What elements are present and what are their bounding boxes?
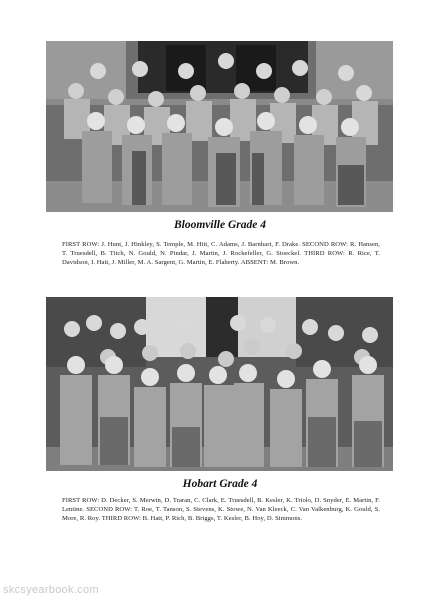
class-photo-bloomville <box>46 41 393 212</box>
student-names-list: FIRST ROW: D. Decker, S. Merwin, D. Traran, C. Clark, E. Truesdell, B. Kesler, K. Triolo, D. Snyder, E. Martin, F. Lentine. SECOND ROW: T. Roe, T. Tanson, S. Stevens, K. Stowe, N. Van Kleeck, C. Van Valkenburg, K. Gould, S. More, R. Roy. THIRD ROW: B. Hatt, P. Rich, B. Briggs, T. Kesler, B. Hoy, D. Simmons. <box>62 497 380 522</box>
site-watermark: skcsyearbook.com <box>3 584 99 596</box>
student-names-list: FIRST ROW: J. Hunt, J. Hinkley, S. Temple, M. Hitt, C. Adams, J. Barnhart, F. Drake. SECOND ROW: R. Hansen, T. Truesdell, B. Titch, N. Gould, N. Pindar, J. Martin, J. Rockefeller, G. Stoeckel. THIRD ROW: R. Rice, T. Davidson, I. Hatt, J. Miller, M. A. Sargent, G. Martin, E. Flaherty. ABSENT: M. Brown. <box>62 241 380 266</box>
section-caption: Bloomville Grade 4 <box>174 219 266 231</box>
section-caption: Hobart Grade 4 <box>182 478 258 490</box>
class-photo-hobart <box>46 297 393 471</box>
